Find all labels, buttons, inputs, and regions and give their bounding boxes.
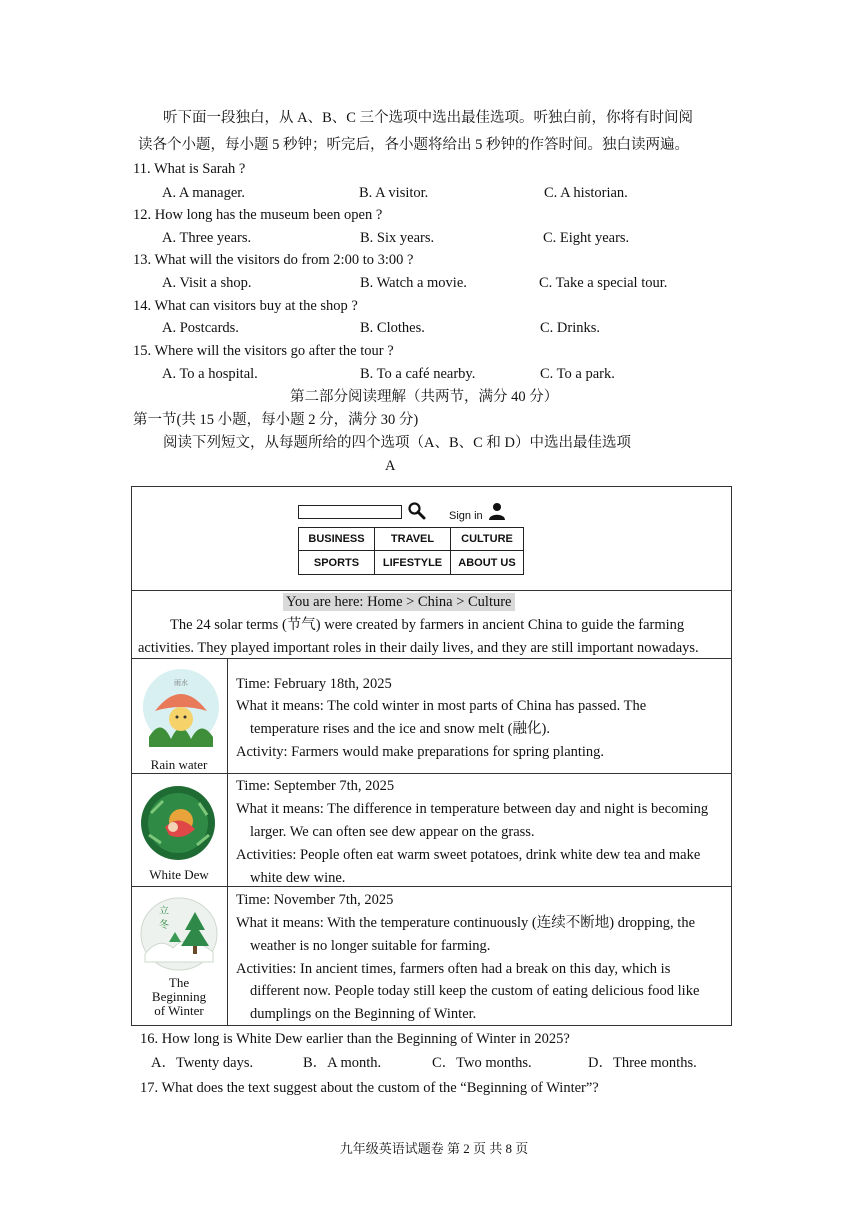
winter-img-label-2: 冬	[159, 920, 169, 931]
listening-intro-line1: 听下面一段独白，从 A、B、C 三个选项中选出最佳选项。听独白前，你将有时间阅	[163, 110, 694, 126]
question-12-stem: 12. How long has the museum been open ?	[133, 207, 383, 223]
nav-about-us[interactable]: ABOUT US	[458, 556, 516, 569]
page-footer: 九年级英语试题卷 第 2 页 共 8 页	[339, 1141, 529, 1156]
divider	[227, 658, 228, 1026]
nav-business[interactable]: BUSINESS	[299, 528, 375, 551]
white-dew-activities-2: white dew wine.	[250, 870, 346, 886]
nav-culture[interactable]: CULTURE	[451, 528, 523, 551]
question-13-stem: 13. What will the visitors do from 2:00 to 3:00 ?	[133, 252, 414, 268]
question-13-option-b[interactable]: B. Watch a movie.	[360, 275, 467, 291]
question-11-option-a[interactable]: A. A manager.	[162, 185, 245, 201]
winter-img-label-1: 立	[159, 906, 169, 917]
winter-activities-1: Activities: In ancient times, farmers often had a break on this day, which is	[236, 961, 671, 977]
nav-travel[interactable]: TRAVEL	[375, 528, 451, 551]
question-12-option-a[interactable]: A. Three years.	[162, 230, 252, 246]
rain-water-img-label: 雨水	[174, 679, 188, 687]
question-12-option-c[interactable]: C. Eight years.	[543, 230, 630, 246]
winter-caption-2: Beginning	[151, 989, 207, 1004]
web-intro-line2: activities. They played important roles in their daily lives, and they are still important nowadays.	[138, 640, 699, 656]
user-icon[interactable]	[488, 502, 506, 520]
question-11-stem: 11. What is Sarah ?	[133, 161, 246, 177]
listening-intro-line2: 读各个小题，每小题 5 秒钟；听完后，各小题将给出 5 秒钟的作答时间。独白读两遍。	[138, 137, 689, 153]
question-14-option-b[interactable]: B. Clothes.	[360, 320, 425, 336]
question-15-stem: 15. Where will the visitors go after the tour ?	[133, 343, 394, 359]
breadcrumb: You are here: Home > China > Culture	[283, 593, 515, 611]
winter-caption-1: The	[168, 975, 190, 990]
question-14-option-a[interactable]: A. Postcards.	[162, 320, 239, 336]
winter-caption-3: of Winter	[154, 1003, 204, 1018]
sign-in-link[interactable]: Sign in	[449, 510, 483, 522]
white-dew-meaning-1: What it means: The difference in temperature between day and night is becoming	[236, 801, 709, 817]
question-16-option-a[interactable]: A．Twenty days.	[151, 1055, 254, 1071]
reading-section-title: 第一节(共 15 小题，每小题 2 分，满分 30 分)	[133, 412, 419, 428]
nav-lifestyle[interactable]: LIFESTYLE	[375, 551, 451, 574]
rain-water-meaning-2: temperature rises and the ice and snow melt (融化).	[250, 721, 550, 737]
question-15-option-c[interactable]: C. To a park.	[540, 366, 615, 382]
search-icon[interactable]	[407, 501, 427, 521]
winter-time: Time: November 7th, 2025	[236, 892, 394, 908]
question-14-stem: 14. What can visitors buy at the shop ?	[133, 298, 358, 314]
question-16-option-b[interactable]: B．A month.	[303, 1055, 382, 1071]
white-dew-illustration	[139, 783, 217, 863]
question-15-option-a[interactable]: A. To a hospital.	[162, 366, 258, 382]
question-11-option-c[interactable]: C. A historian.	[544, 185, 628, 201]
white-dew-caption: White Dew	[149, 867, 209, 882]
question-17-stem: 17. What does the text suggest about the custom of the “Beginning of Winter”?	[140, 1080, 599, 1096]
question-15-option-b[interactable]: B. To a café nearby.	[360, 366, 476, 382]
rain-water-caption: Rain water	[150, 757, 208, 772]
nav-menu	[298, 527, 524, 575]
beginning-of-winter-illustration	[139, 896, 219, 972]
question-16-option-c[interactable]: C．Two months.	[432, 1055, 532, 1071]
winter-activities-3: dumplings on the Beginning of Winter.	[250, 1006, 477, 1022]
winter-meaning-1: What it means: With the temperature continuously (连续不断地) dropping, the	[236, 915, 696, 931]
question-16-stem: 16. How long is White Dew earlier than the Beginning of Winter in 2025?	[140, 1031, 570, 1047]
reading-instruction: 阅读下列短文，从每题所给的四个选项（A、B、C 和 D）中选出最佳选项	[163, 435, 632, 451]
rain-water-activity: Activity: Farmers would make preparations for spring planting.	[236, 744, 605, 760]
divider	[131, 886, 732, 887]
winter-activities-2: different now. People today still keep the custom of eating delicious food like	[250, 983, 700, 999]
divider	[131, 590, 732, 591]
question-13-option-a[interactable]: A. Visit a shop.	[162, 275, 252, 291]
rain-water-illustration	[141, 667, 221, 753]
divider	[131, 773, 732, 774]
web-intro-line1: The 24 solar terms (节气) were created by farmers in ancient China to guide the farming	[170, 617, 685, 633]
question-11-option-b[interactable]: B. A visitor.	[359, 185, 429, 201]
passage-letter: A	[385, 458, 396, 474]
reading-part-title: 第二部分阅读理解（共两节，满分 40 分）	[290, 389, 559, 405]
rain-water-meaning-1: What it means: The cold winter in most parts of China has passed. The	[236, 698, 647, 714]
question-16-option-d[interactable]: D．Three months.	[588, 1055, 697, 1071]
winter-meaning-2: weather is no longer suitable for farming.	[250, 938, 491, 954]
white-dew-time: Time: September 7th, 2025	[236, 778, 395, 794]
rain-water-time: Time: February 18th, 2025	[236, 676, 392, 692]
question-12-option-b[interactable]: B. Six years.	[360, 230, 435, 246]
question-13-option-c[interactable]: C. Take a special tour.	[539, 275, 668, 291]
divider	[131, 658, 732, 659]
white-dew-activities-1: Activities: People often eat warm sweet potatoes, drink white dew tea and make	[236, 847, 701, 863]
question-14-option-c[interactable]: C. Drinks.	[540, 320, 601, 336]
search-input[interactable]	[298, 505, 402, 519]
nav-sports[interactable]: SPORTS	[299, 551, 375, 574]
white-dew-meaning-2: larger. We can often see dew appear on the grass.	[250, 824, 535, 840]
